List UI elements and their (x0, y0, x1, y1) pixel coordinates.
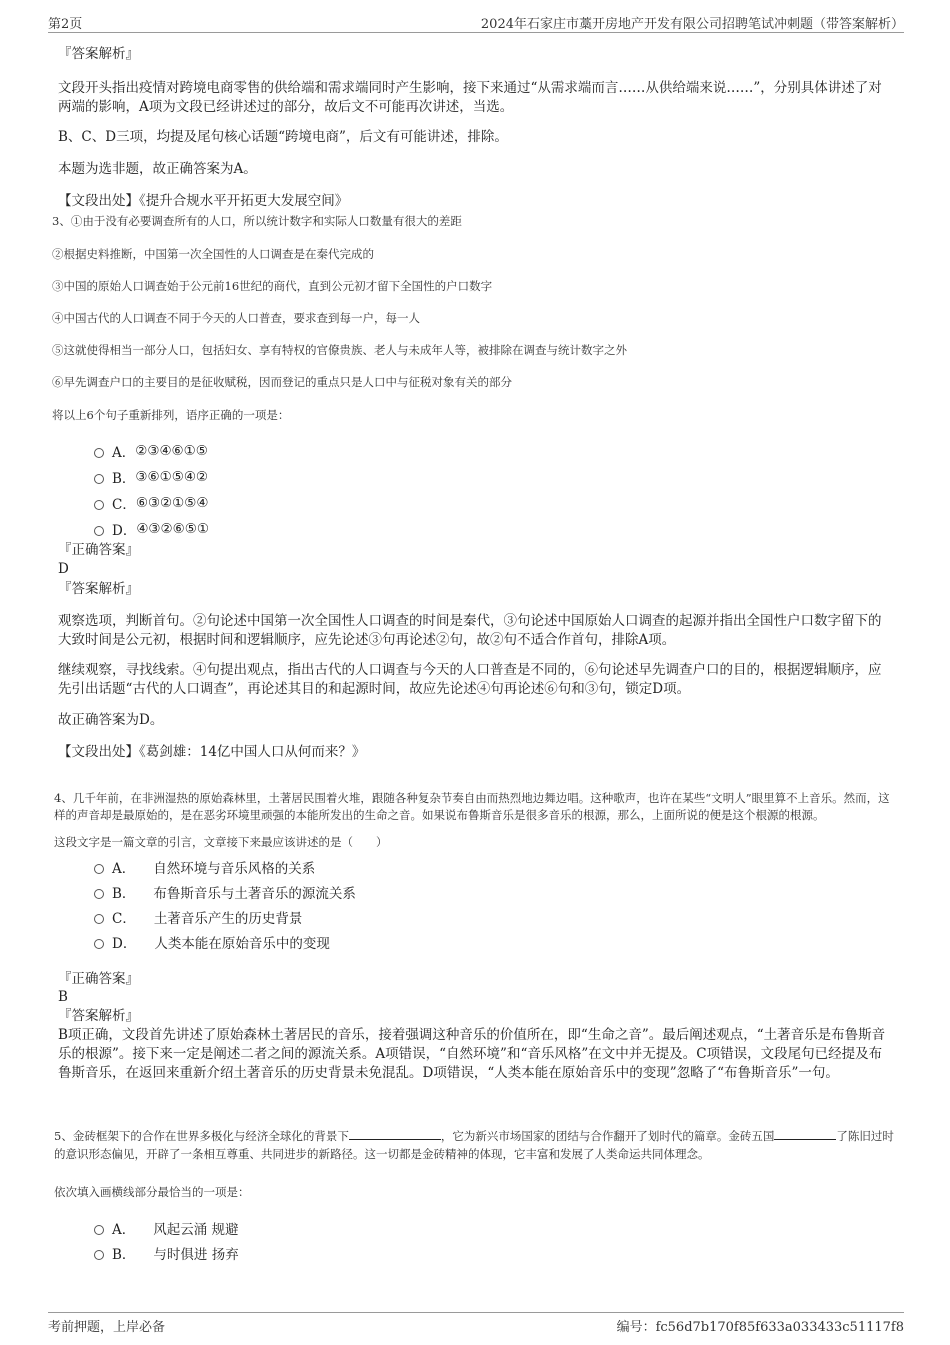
q3-option-a[interactable] (94, 438, 209, 464)
option-letter: B． (112, 885, 136, 902)
footer-slogan: 考前押题，上岸必备 (48, 1320, 166, 1335)
q4-answer-tag: 『正确答案』 (58, 971, 139, 987)
q3-stem: 将以上6个句子重新排列，语序正确的一项是： (52, 408, 290, 422)
q5-text-1: 5、金砖框架下的合作在世界多极化与经济全球化的背景下 (54, 1128, 349, 1143)
option-letter: A． (112, 860, 136, 877)
option-letter: D． (112, 523, 137, 539)
q5-blank-1 (349, 1127, 441, 1140)
q5-text-2: ，它为新兴市场国家的团结与合作翻开了划时代的篇章。金砖五国 (440, 1128, 775, 1143)
q4-option-c[interactable] (94, 904, 356, 929)
option-text: 风起云涌 规避 (153, 1221, 239, 1238)
q2-analysis-p3: 本题为选非题，故正确答案为A。 (58, 161, 257, 177)
option-letter: A． (112, 1221, 136, 1238)
radio-icon[interactable] (94, 864, 104, 874)
document-title: 2024年石家庄市藁开房地产开发有限公司招聘笔试冲刺题（带答案解析） (480, 17, 904, 32)
q2-analysis-p2: B、C、D三项，均提及尾句核心话题“跨境电商”，后文有可能讲述，排除。 (58, 129, 508, 145)
q3-sentence-5: ⑤这就使得相当一部分人口，包括妇女、享有特权的官僚贵族、老人与未成年人等，被排除在调查与统计数字之外 (52, 343, 627, 357)
radio-icon[interactable] (94, 474, 104, 484)
option-text: ④③②⑥⑤① (136, 521, 209, 537)
page-footer (48, 1312, 904, 1343)
q3-analysis-p2: 继续观察，寻找线索。④句提出观点，指出古代的人口调查与今天的人口普查是不同的，⑥句论述早先调查户口的目的，根据逻辑顺序，应先引出话题“古代的人口调查”，再论述其目的和起源时间，故应先论述④句再论述⑥句和③句，锁定D项。 (58, 662, 882, 697)
radio-icon[interactable] (94, 914, 104, 924)
option-text: ②③④⑥①⑤ (135, 443, 208, 459)
q4-option-b[interactable] (94, 879, 356, 904)
q2-analysis-tag: 『答案解析』 (58, 46, 139, 62)
option-letter: A． (112, 445, 136, 461)
option-letter: D． (112, 935, 137, 952)
q5-option-b[interactable] (94, 1240, 239, 1265)
q5-blank-2 (774, 1127, 836, 1140)
q4-option-d[interactable] (94, 929, 356, 954)
q3-sentence-2: ②根据史料推断，中国第一次全国性的人口调查是在秦代完成的 (52, 247, 374, 261)
radio-icon[interactable] (94, 526, 104, 536)
q3-analysis-tag: 『答案解析』 (58, 581, 139, 597)
q2-analysis-p1: 文段开头指出疫情对跨境电商零售的供给端和需求端同时产生影响，接下来通过“从需求端而言……从供给端来说……”，分别具体讲述了对两端的影响，A项为文段已经讲述过的部分，故后文不可能再次讲述，当选。 (58, 80, 882, 115)
radio-icon[interactable] (94, 939, 104, 949)
option-text: 自然环境与音乐风格的关系 (153, 860, 316, 877)
q4-analysis: B项正确，文段首先讲述了原始森林土著居民的音乐，接着强调这种音乐的价值所在，即“生命之音”。最后阐述观点，“土著音乐是布鲁斯音乐的根源”。接下来一定是阐述二者之间的源流关系。A项错误，“自然环境”和“音乐风格”在文中并无提及。C项错误，文段尾句已经提及布鲁斯音乐，在返回来重新介绍土著音乐的历史背景未免混乱。D项错误，“人类本能在原始音乐中的变现”忽略了“布鲁斯音乐”一句。 (58, 1027, 886, 1081)
q3-answer-tag: 『正确答案』 (58, 542, 139, 558)
page-number: 第2页 (48, 17, 83, 32)
radio-icon[interactable] (94, 889, 104, 899)
q4-analysis-tag: 『答案解析』 (58, 1008, 139, 1024)
q3-answer: D (58, 561, 69, 577)
option-letter: C． (112, 910, 136, 927)
option-text: ③⑥①⑤④② (135, 469, 209, 485)
q4-option-a[interactable] (94, 854, 356, 879)
option-text: ⑥③②①⑤④ (135, 495, 209, 511)
page-header (48, 10, 904, 33)
q3-sentence-6: ⑥早先调查户口的主要目的是征收赋税，因而登记的重点只是人口中与征税对象有关的部分 (52, 375, 512, 389)
q5-options (94, 1215, 239, 1265)
q4-answer: B (58, 989, 68, 1005)
option-text: 布鲁斯音乐与土著音乐的源流关系 (153, 885, 356, 902)
q3-analysis-p1: 观察选项，判断首句。②句论述中国第一次全国性人口调查的时间是秦代，③句论述中国原始人口调查的起源并指出全国性户口数字留下的大致时间是公元初，根据时间和逻辑顺序，应先论述③句再论述②句，故②句不适合作首句，排除A项。 (58, 613, 882, 648)
q5-text-3: 了陈旧过时的意识形态偏见，开辟了一条相互尊重、共同进步的新路径。这一切都是金砖精神的体现，它丰富和发展了人类命运共同体理念。 (54, 1128, 894, 1161)
option-text: 土著音乐产生的历史背景 (153, 910, 303, 927)
q2-source: 【文段出处】《提升合规水平开拓更大发展空间》 (58, 193, 349, 209)
q3-option-d[interactable] (94, 516, 209, 542)
q3-options (94, 438, 209, 542)
q3-source: 【文段出处】《葛剑雄：14亿中国人口从何而来？》 (58, 744, 366, 760)
q3-analysis-p3: 故正确答案为D。 (58, 712, 164, 728)
q4-stem: 这段文字是一篇文章的引言，文章接下来最应该讲述的是（ ） (54, 835, 388, 849)
option-letter: B． (112, 471, 136, 487)
option-letter: B． (112, 1246, 136, 1263)
q5-stem: 依次填入画横线部分最恰当的一项是： (54, 1185, 250, 1199)
q4-passage: 4、几千年前，在非洲湿热的原始森林里，土著居民围着火堆，跟随各种复杂节奏自由而热烈地边舞边唱。这种歌声，也许在某些“文明人”眼里算不上音乐。然而，这样的声音却是最原始的，是在恶劣环境里顽强的本能所发出的生命之音。如果说布鲁斯音乐是很多音乐的根源，那么，上面所说的便是这个根源的根源。 (54, 790, 890, 822)
radio-icon[interactable] (94, 1250, 104, 1260)
radio-icon[interactable] (94, 448, 104, 458)
radio-icon[interactable] (94, 1225, 104, 1235)
option-text: 人类本能在原始音乐中的变现 (154, 935, 330, 952)
q5-option-a[interactable] (94, 1215, 239, 1240)
q5-passage (54, 1127, 896, 1163)
q3-sentence-1: 3、①由于没有必要调查所有的人口，所以统计数字和实际人口数量有很大的差距 (52, 214, 462, 228)
option-text: 与时俱进 扬弃 (153, 1246, 239, 1263)
option-letter: C． (112, 497, 136, 513)
document-id: 编号：fc56d7b170f85f633a033433c51117f8 (616, 1320, 904, 1335)
radio-icon[interactable] (94, 500, 104, 510)
q3-sentence-3: ③中国的原始人口调查始于公元前16世纪的商代，直到公元初才留下全国性的户口数字 (52, 279, 493, 293)
q3-option-c[interactable] (94, 490, 209, 516)
q3-sentence-4: ④中国古代的人口调查不同于今天的人口普查，要求查到每一户，每一人 (52, 311, 420, 325)
q3-option-b[interactable] (94, 464, 209, 490)
q4-options (94, 854, 356, 954)
